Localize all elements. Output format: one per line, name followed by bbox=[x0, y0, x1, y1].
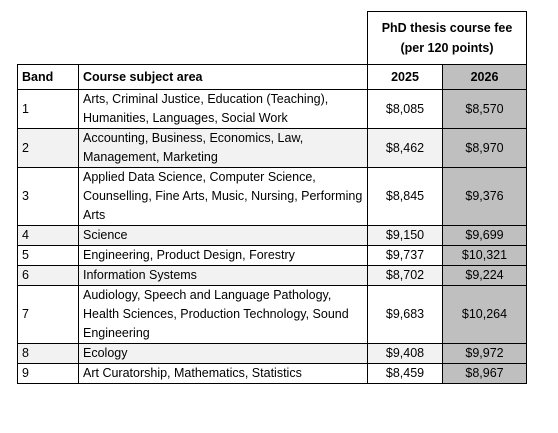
table-row bbox=[18, 90, 527, 129]
fee-2025-cell: $8,462 bbox=[368, 129, 443, 168]
fee-2025-cell: $9,408 bbox=[368, 344, 443, 364]
fee-2026-cell: $9,376 bbox=[443, 168, 527, 226]
fee-2025-cell: $9,683 bbox=[368, 286, 443, 344]
band-cell: 4 bbox=[18, 226, 79, 246]
band-cell: 9 bbox=[18, 364, 79, 384]
subject-cell: Ecology bbox=[79, 344, 368, 364]
fee-2026-cell: $10,321 bbox=[443, 246, 527, 266]
subject-cell: Arts, Criminal Justice, Education (Teaching), Humanities, Languages, Social Work bbox=[79, 90, 368, 129]
table-row bbox=[18, 129, 527, 168]
fee-2026-cell: $9,972 bbox=[443, 344, 527, 364]
band-cell: 8 bbox=[18, 344, 79, 364]
fee-2025-cell: $8,085 bbox=[368, 90, 443, 129]
fee-2026-cell: $8,970 bbox=[443, 129, 527, 168]
fee-heading: PhD thesis course fee (per 120 points) bbox=[368, 12, 527, 65]
fee-2026-cell: $9,699 bbox=[443, 226, 527, 246]
table-row bbox=[18, 344, 527, 364]
band-cell: 2 bbox=[18, 129, 79, 168]
fee-2026-cell: $8,570 bbox=[443, 90, 527, 129]
table-row bbox=[18, 226, 527, 246]
subject-cell: Engineering, Product Design, Forestry bbox=[79, 246, 368, 266]
subject-cell: Art Curatorship, Mathematics, Statistics bbox=[79, 364, 368, 384]
fee-2025-cell: $9,150 bbox=[368, 226, 443, 246]
empty-corner bbox=[18, 12, 368, 65]
fee-table bbox=[17, 11, 527, 384]
band-cell: 5 bbox=[18, 246, 79, 266]
band-cell: 7 bbox=[18, 286, 79, 344]
fee-2025-cell: $8,845 bbox=[368, 168, 443, 226]
fee-2025-cell: $8,459 bbox=[368, 364, 443, 384]
band-cell: 6 bbox=[18, 266, 79, 286]
table-row bbox=[18, 364, 527, 384]
subject-cell: Applied Data Science, Computer Science, Counselling, Fine Arts, Music, Nursing, Performing Arts bbox=[79, 168, 368, 226]
subject-cell: Science bbox=[79, 226, 368, 246]
subject-cell: Accounting, Business, Economics, Law, Management, Marketing bbox=[79, 129, 368, 168]
year-2026-header: 2026 bbox=[443, 65, 527, 90]
subject-header: Course subject area bbox=[79, 65, 368, 90]
table-row bbox=[18, 286, 527, 344]
subject-cell: Audiology, Speech and Language Pathology, Health Sciences, Production Technology, Sound Engineering bbox=[79, 286, 368, 344]
fee-2025-cell: $8,702 bbox=[368, 266, 443, 286]
band-header: Band bbox=[18, 65, 79, 90]
fee-2025-cell: $9,737 bbox=[368, 246, 443, 266]
fee-2026-cell: $9,224 bbox=[443, 266, 527, 286]
band-cell: 1 bbox=[18, 90, 79, 129]
fee-heading-row bbox=[18, 12, 527, 65]
table-row bbox=[18, 246, 527, 266]
fee-2026-cell: $10,264 bbox=[443, 286, 527, 344]
band-cell: 3 bbox=[18, 168, 79, 226]
column-header-row bbox=[18, 65, 527, 90]
fee-2026-cell: $8,967 bbox=[443, 364, 527, 384]
subject-cell: Information Systems bbox=[79, 266, 368, 286]
table-row bbox=[18, 168, 527, 226]
table-row bbox=[18, 266, 527, 286]
year-2025-header: 2025 bbox=[368, 65, 443, 90]
